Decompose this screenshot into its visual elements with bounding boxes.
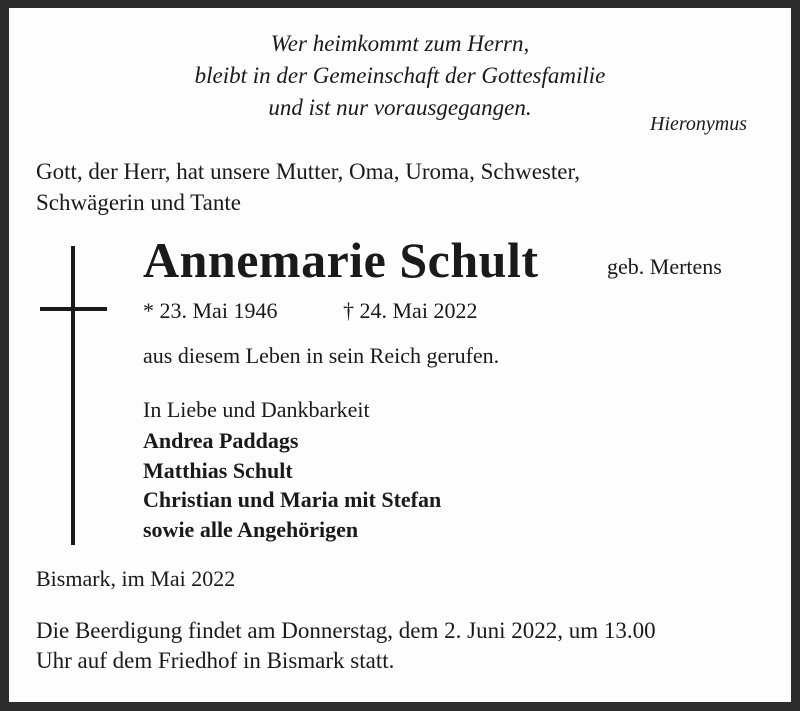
quote-author: Hieronymus xyxy=(650,113,748,135)
birth-date: * 23. Mai 1946 xyxy=(143,298,278,323)
bible-quote xyxy=(0,28,800,124)
mourner-name: Andrea Paddags xyxy=(143,428,299,453)
maiden-name: geb. Mertens xyxy=(607,254,722,279)
quote-line-1: Wer heimkommt zum Herrn, xyxy=(270,31,530,56)
funeral-line-1: Die Beerdigung findet am Donnerstag, dem 2. Juni 2022, um 13.00 xyxy=(36,618,656,643)
quote-line-2: bleibt in der Gemeinschaft der Gottesfamilie xyxy=(194,63,606,88)
mourner-name: Matthias Schult xyxy=(143,457,293,483)
called-text: aus diesem Leben in sein Reich gerufen. xyxy=(143,343,500,368)
funeral-notice xyxy=(36,616,656,676)
cross-icon-vertical xyxy=(71,246,75,545)
mourner-name: sowie alle Angehörigen xyxy=(143,516,359,542)
death-date: † 24. Mai 2022 xyxy=(343,298,478,323)
funeral-line-2: Uhr auf dem Friedhof in Bismark statt. xyxy=(36,648,395,673)
mourners-intro: In Liebe und Dankbarkeit xyxy=(143,397,370,422)
place-date: Bismark, im Mai 2022 xyxy=(36,566,236,591)
mourner-name: Christian und Maria mit Stefan xyxy=(143,487,442,512)
mourners-list xyxy=(143,426,441,544)
cross-icon-horizontal xyxy=(40,307,107,311)
intro-line-2: Schwägerin und Tante xyxy=(36,190,241,215)
deceased-name: Annemarie Schult xyxy=(143,232,539,288)
intro-text xyxy=(36,156,580,218)
quote-line-3: und ist nur vorausgegangen. xyxy=(268,95,532,120)
intro-line-1: Gott, der Herr, hat unsere Mutter, Oma, Uroma, Schwester, xyxy=(36,159,580,184)
